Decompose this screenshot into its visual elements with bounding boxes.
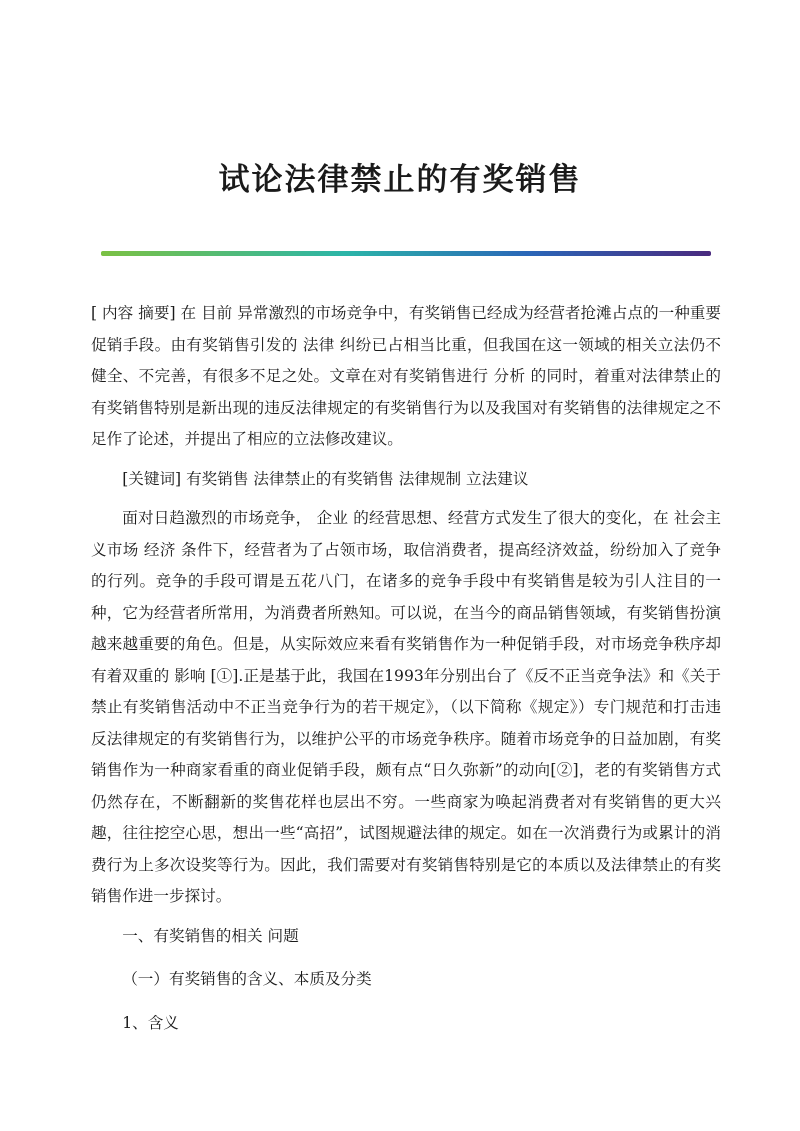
title-divider	[101, 251, 711, 256]
subsection-heading-1: （一）有奖销售的含义、本质及分类	[122, 970, 372, 988]
abstract-paragraph: [ 内容 摘要] 在 目前 异常激烈的市场竞争中，有奖销售已经成为经营者抢滩占点的一种重要促销手段。由有奖销售引发的 法律 纠纷已占相当比重，但我国在这一领域的相关立法仍不健全、不完善，有很多不足之处。文章在对有奖销售进行 分析 的同时，着重对法律禁止的有奖销售特别是新出现的违反法律规定的有奖销售行为以及我国对有奖销售的法律规定之不足作了论述，并提出了相应的立法修改建议。	[91, 304, 721, 448]
keywords-paragraph: [关键词] 有奖销售 法律禁止的有奖销售 法律规制 立法建议	[122, 469, 529, 488]
intro-paragraph: 面对日趋激烈的市场竞争， 企业 的经营思想、经营方式发生了很大的变化，在 社会主义市场 经济 条件下，经营者为了占领市场，取信消费者，提高经济效益，纷纷加入了竞争的行列。竞争的手段可谓是五花八门，在诸多的竞争手段中有奖销售是较为引人注目的一种，它为经营者所常用，为消费者所熟知。可以说，在当今的商品销售领域，有奖销售扮演越来越重要的角色。但是，从实际效应来看有奖销售作为一种促销手段，对市场竞争秩序却有着双重的 影响 [①].正是基于此，我国在1993年分别出台了《反不正当竞争法》和《关于禁止有奖销售活动中不正当竞争行为的若干规定》，（以下简称《规定》）专门规范和打击违反法律规定的有奖销售行为，以维护公平的市场竞争秩序。随着市场竞争的日益加剧，有奖销售作为一种商家看重的商业促销手段，颇有点“日久弥新”的动向[②]，老的有奖销售方式仍然存在，不断翻新的奖售花样也层出不穷。一些商家为唤起消费者对有奖销售的更大兴趣，往往挖空心思，想出一些“高招”，试图规避法律的规定。如在一次消费行为或累计的消费行为上多次设奖等行为。因此，我们需要对有奖销售特别是它的本质以及法律禁止的有奖销售作进一步探讨。	[91, 509, 721, 905]
document-body	[91, 298, 721, 1051]
document-title: 试论法律禁止的有奖销售	[218, 162, 582, 198]
section-heading-1: 一、有奖销售的相关 问题	[122, 926, 299, 945]
item-heading-1: 1、含义	[122, 1013, 179, 1032]
